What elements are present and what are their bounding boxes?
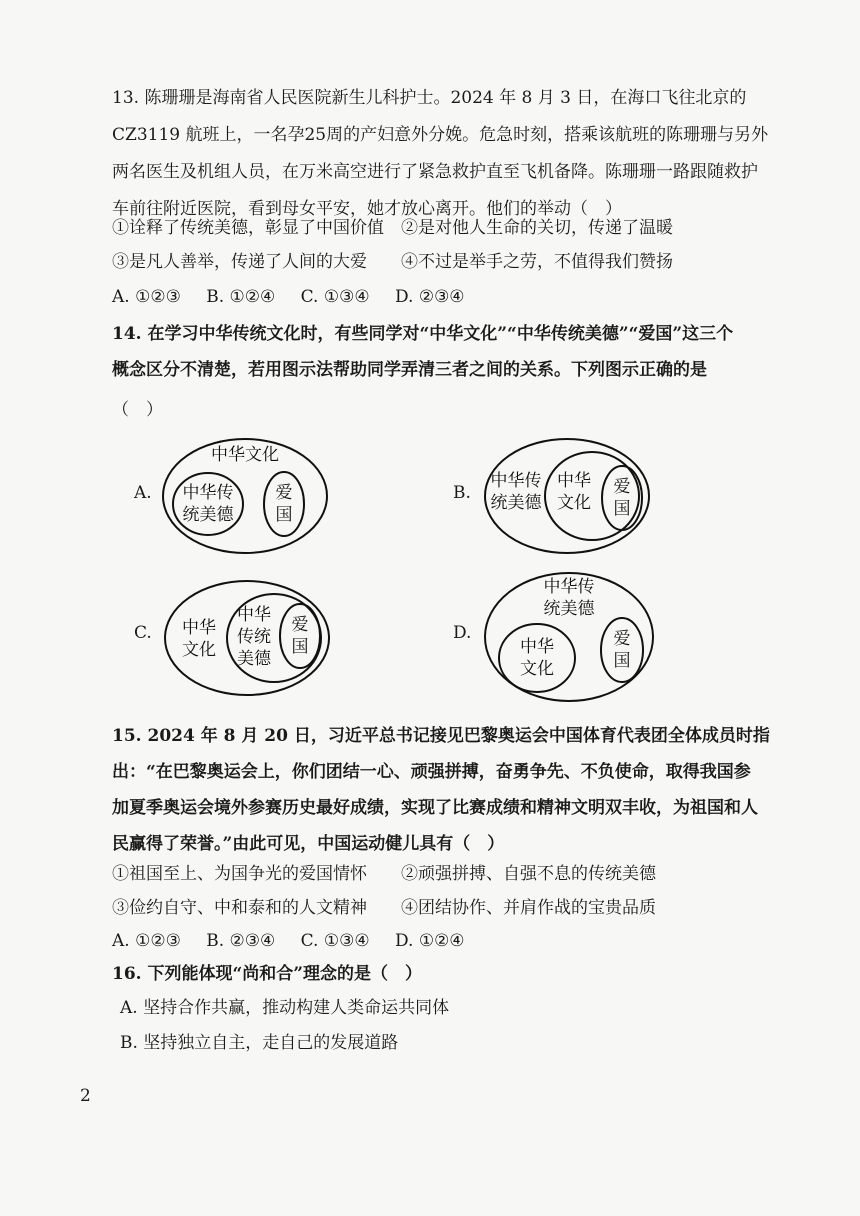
q13-line-3: 两名医生及机组人员，在万米高空进行了紧急救护直至飞机备降。陈珊珊一路跟随救护	[112, 162, 758, 182]
diagram-c[interactable]	[162, 578, 332, 698]
diagram-b-big-label-2: 统美德	[490, 493, 542, 513]
diagram-b-small-label-1: 爱	[613, 477, 631, 497]
q16-option-b[interactable]: B. 坚持独立自主，走自己的发展道路	[120, 1033, 399, 1053]
diagram-c-big-label-2: 文化	[182, 640, 216, 660]
diagram-b-big-label-1: 中华传	[490, 471, 542, 491]
page-number: 2	[80, 1086, 91, 1106]
q13-option-d[interactable]: D. ②③④	[395, 287, 465, 307]
diagram-d-right-label-1: 爱	[613, 629, 631, 649]
q13-statement-1: ①诠释了传统美德，彰显了中国价值 ②是对他人生命的关切，传递了温暖	[112, 218, 673, 238]
diagram-a-left-label-1: 中华传	[182, 483, 234, 503]
diagram-b-mid-label-1: 中华	[557, 471, 591, 491]
q13-line-2: CZ3119 航班上，一名孕25周的产妇意外分娩。危急时刻，搭乘该航班的陈珊珊与另外	[112, 125, 769, 145]
diagram-d-left-label-1: 中华	[520, 637, 554, 657]
diagram-c-letter[interactable]: C.	[134, 623, 152, 643]
q13-options	[112, 285, 485, 309]
q15-statement-2: ③俭约自守、中和泰和的人文精神 ④团结协作、并肩作战的宝贵品质	[112, 898, 656, 918]
diagram-c-small-label-1: 爱	[291, 615, 309, 635]
q13-option-a[interactable]: A. ①②③	[112, 287, 181, 307]
q13-option-b[interactable]: B. ①②④	[206, 287, 276, 307]
q15-option-b[interactable]: B. ②③④	[206, 931, 276, 951]
diagram-c-mid-label-1: 中华	[237, 605, 271, 625]
q13-line-4: 车前往附近医院，看到母女平安，她才放心离开。他们的举动（ ）	[112, 199, 622, 219]
diagram-d-right-label-2: 国	[613, 651, 631, 671]
q15-statement-1: ①祖国至上、为国争光的爱国情怀 ②顽强拼搏、自强不息的传统美德	[112, 864, 656, 884]
diagram-d-letter[interactable]: D.	[453, 623, 472, 643]
q15-options	[112, 929, 485, 953]
diagram-b-small-label-2: 国	[613, 499, 631, 519]
diagram-c-mid-label-2: 传统	[237, 627, 271, 647]
q16-option-a[interactable]: A. 坚持合作共赢，推动构建人类命运共同体	[120, 998, 450, 1018]
q14-line-1: 14. 在学习中华传统文化时，有些同学对“中华文化”“中华传统美德”“爱国”这三个	[112, 324, 734, 344]
q15-line-4: 民赢得了荣誉。”由此可见，中国运动健儿具有（ ）	[112, 834, 505, 854]
q15-line-3: 加夏季奥运会境外参赛历史最好成绩，实现了比赛成绩和精神文明双丰收，为祖国和人	[112, 798, 758, 818]
diagram-c-small-label-2: 国	[291, 637, 309, 657]
diagram-b-mid-label-2: 文化	[557, 493, 591, 513]
diagram-a[interactable]	[160, 436, 330, 556]
diagram-a-outer-label: 中华文化	[211, 445, 279, 465]
q15-option-c[interactable]: C. ①③④	[300, 931, 370, 951]
diagram-d-outer-label-2: 统美德	[543, 599, 595, 619]
q14-line-3: （ ）	[112, 400, 163, 420]
diagram-a-letter[interactable]: A.	[134, 483, 152, 503]
diagram-c-mid-label-3: 美德	[237, 649, 271, 669]
diagram-a-right-label-1: 爱	[275, 483, 293, 503]
diagram-c-big-label-1: 中华	[182, 618, 216, 638]
diagram-b[interactable]	[482, 436, 652, 556]
q16-line: 16. 下列能体现“尚和合”理念的是（ ）	[112, 964, 423, 984]
diagram-d-outer-label-1: 中华传	[543, 577, 595, 597]
q15-option-d[interactable]: D. ①②④	[395, 931, 465, 951]
diagram-d[interactable]	[482, 570, 657, 705]
diagram-d-left-label-2: 文化	[520, 659, 554, 679]
q14-line-2: 概念区分不清楚，若用图示法帮助同学弄清三者之间的关系。下列图示正确的是	[112, 360, 707, 380]
diagram-a-left-label-2: 统美德	[182, 505, 234, 525]
q15-line-2: 出：“在巴黎奥运会上，你们团结一心、顽强拼搏，奋勇争先、不负使命，取得我国参	[112, 762, 751, 782]
q13-option-c[interactable]: C. ①③④	[300, 287, 370, 307]
q15-option-a[interactable]: A. ①②③	[112, 931, 181, 951]
diagram-b-letter[interactable]: B.	[453, 483, 471, 503]
q13-statement-2: ③是凡人善举，传递了人间的大爱 ④不过是举手之劳，不值得我们赞扬	[112, 252, 673, 272]
diagram-a-right-label-2: 国	[275, 505, 293, 525]
q15-line-1: 15. 2024 年 8 月 20 日，习近平总书记接见巴黎奥运会中国体育代表团全体成员时指	[112, 726, 770, 746]
q13-line-1: 13. 陈珊珊是海南省人民医院新生儿科护士。2024 年 8 月 3 日，在海口飞往北京的	[112, 88, 747, 108]
